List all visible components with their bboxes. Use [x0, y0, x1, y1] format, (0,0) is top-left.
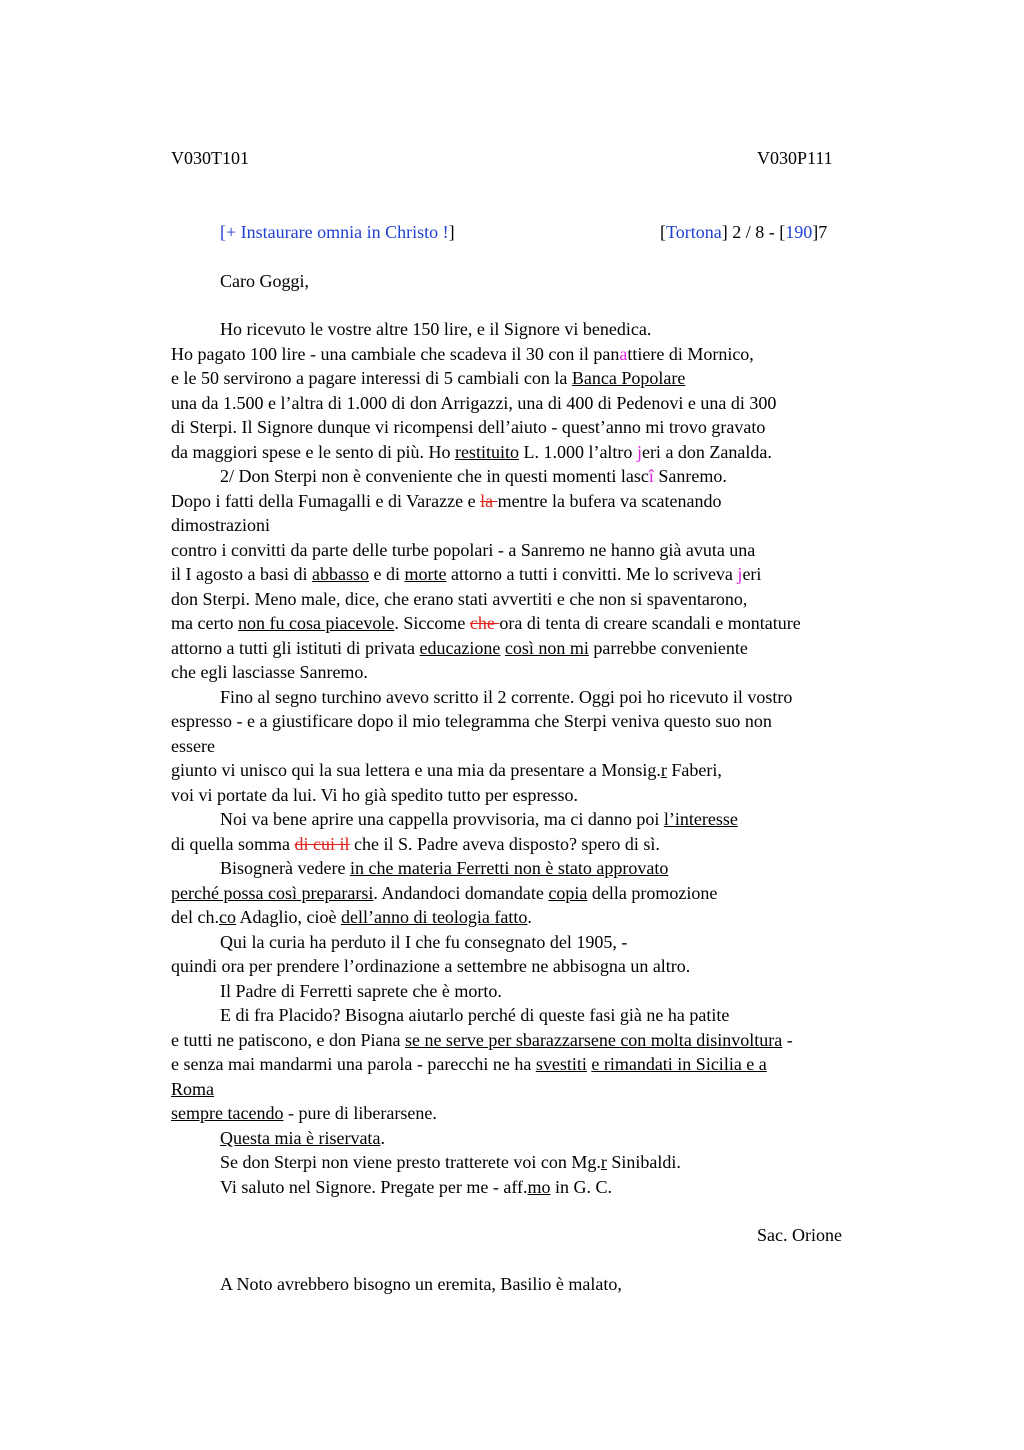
body-line: di quella somma di cui il che il S. Padre aveva disposto? spero di sì.	[171, 834, 660, 854]
body-line: 2/ Don Sterpi non è conveniente che in questi momenti lascî Sanremo.	[220, 466, 727, 486]
body-line: voi vi portate da lui. Vi ho già spedito tutto per espresso.	[171, 785, 579, 805]
right-document-code: V030P111	[757, 148, 833, 168]
body-line: Ho pagato 100 lire - una cambiale che scadeva il 30 con il panattiere di Mornico,	[171, 344, 754, 364]
body-line: contro i convitti da parte delle turbe popolari - a Sanremo ne hanno già avuta una	[171, 540, 756, 560]
body-line: e tutti ne patiscono, e don Piana se ne serve per sbarazzarsene con molta disinvoltura -	[171, 1030, 793, 1050]
body-line: e le 50 servirono a pagare interessi di 5 cambiali con la Banca Popolare	[171, 368, 686, 388]
body-line: Questa mia è riservata.	[220, 1128, 385, 1148]
body-line: Noi va bene aprire una cappella provvisoria, ma ci danno poi l’interesse	[220, 809, 738, 829]
body-line: del ch.co Adaglio, cioè dell’anno di teologia fatto.	[171, 907, 532, 927]
body-line: perché possa così prepararsi. Andandoci domandate copia della promozione	[171, 883, 718, 903]
body-line: ma certo non fu cosa piacevole. Siccome che ora di tenta di creare scandali e montature	[171, 613, 801, 633]
body-line: il I agosto a basi di abbasso e di morte attorno a tutti i convitti. Me lo scriveva jeri	[171, 564, 762, 584]
body-line: dimostrazioni	[171, 515, 270, 535]
body-line: da maggiori spese e le sento di più. Ho restituito L. 1.000 l’altro jeri a don Zanalda.	[171, 442, 772, 462]
body-line: Roma	[171, 1079, 214, 1099]
left-document-code: V030T101	[171, 148, 249, 168]
body-line: una da 1.500 e l’altra di 1.000 di don Arrigazzi, una di 400 di Pedenovi e una di 300	[171, 393, 777, 413]
body-line: E di fra Placido? Bisogna aiutarlo perché di queste fasi già ne ha patite	[220, 1005, 730, 1025]
invocation-line: [+ Instaurare omnia in Christo !]	[220, 222, 455, 242]
body-line: giunto vi unisco qui la sua lettera e una mia da presentare a Monsig.r Faberi,	[171, 760, 722, 780]
body-line: Se don Sterpi non viene presto tratterete voi con Mg.r Sinibaldi.	[220, 1152, 681, 1172]
body-line: e senza mai mandarmi una parola - parecchi ne ha svestiti e rimandati in Sicilia e a	[171, 1054, 767, 1074]
body-line: essere	[171, 736, 215, 756]
deleted-text: di cui il	[294, 834, 350, 854]
body-line: Dopo i fatti della Fumagalli e di Varazze e la mentre la bufera va scatenando	[171, 491, 722, 511]
deleted-text: la	[480, 491, 498, 511]
dateline-place: Tortona	[666, 222, 722, 242]
body-line: Qui la curia ha perduto il I che fu consegnato del 1905, -	[220, 932, 628, 952]
body-line: di Sterpi. Il Signore dunque vi ricompensi dell’aiuto - quest’anno mi trovo gravato	[171, 417, 766, 437]
body-line: Fino al segno turchino avevo scritto il 2 corrente. Oggi poi ho ricevuto il vostro	[220, 687, 793, 707]
body-line: che egli lasciasse Sanremo.	[171, 662, 368, 682]
signature: Sac. Orione	[757, 1225, 842, 1245]
body-line: attorno a tutti gli istituti di privata educazione così non mi parrebbe conveniente	[171, 638, 748, 658]
body-line: Vi saluto nel Signore. Pregate per me - aff.mo in G. C.	[220, 1177, 613, 1197]
postscript: A Noto avrebbero bisogno un eremita, Basilio è malato,	[220, 1274, 622, 1294]
body-line: Il Padre di Ferretti saprete che è morto.	[220, 981, 502, 1001]
body-line: quindi ora per prendere l’ordinazione a settembre ne abbisogna un altro.	[171, 956, 691, 976]
body-line: espresso - e a giustificare dopo il mio telegramma che Sterpi veniva questo suo non	[171, 711, 772, 731]
salutation: Caro Goggi,	[220, 271, 309, 291]
invocation-text: + Instaurare omnia in Christo !	[226, 222, 449, 242]
body-line: Ho ricevuto le vostre altre 150 lire, e il Signore vi benedica.	[220, 319, 652, 339]
body-line: sempre tacendo - pure di liberarsene.	[171, 1103, 437, 1123]
dateline-year: 190	[785, 222, 813, 242]
deleted-text: che	[469, 613, 500, 633]
body-line: don Sterpi. Meno male, dice, che erano stati avvertiti e che non si spaventarono,	[171, 589, 748, 609]
dateline: [Tortona] 2 / 8 - [190]7	[660, 222, 828, 242]
body-line: Bisognerà vedere in che materia Ferretti non è stato approvato	[220, 858, 669, 878]
